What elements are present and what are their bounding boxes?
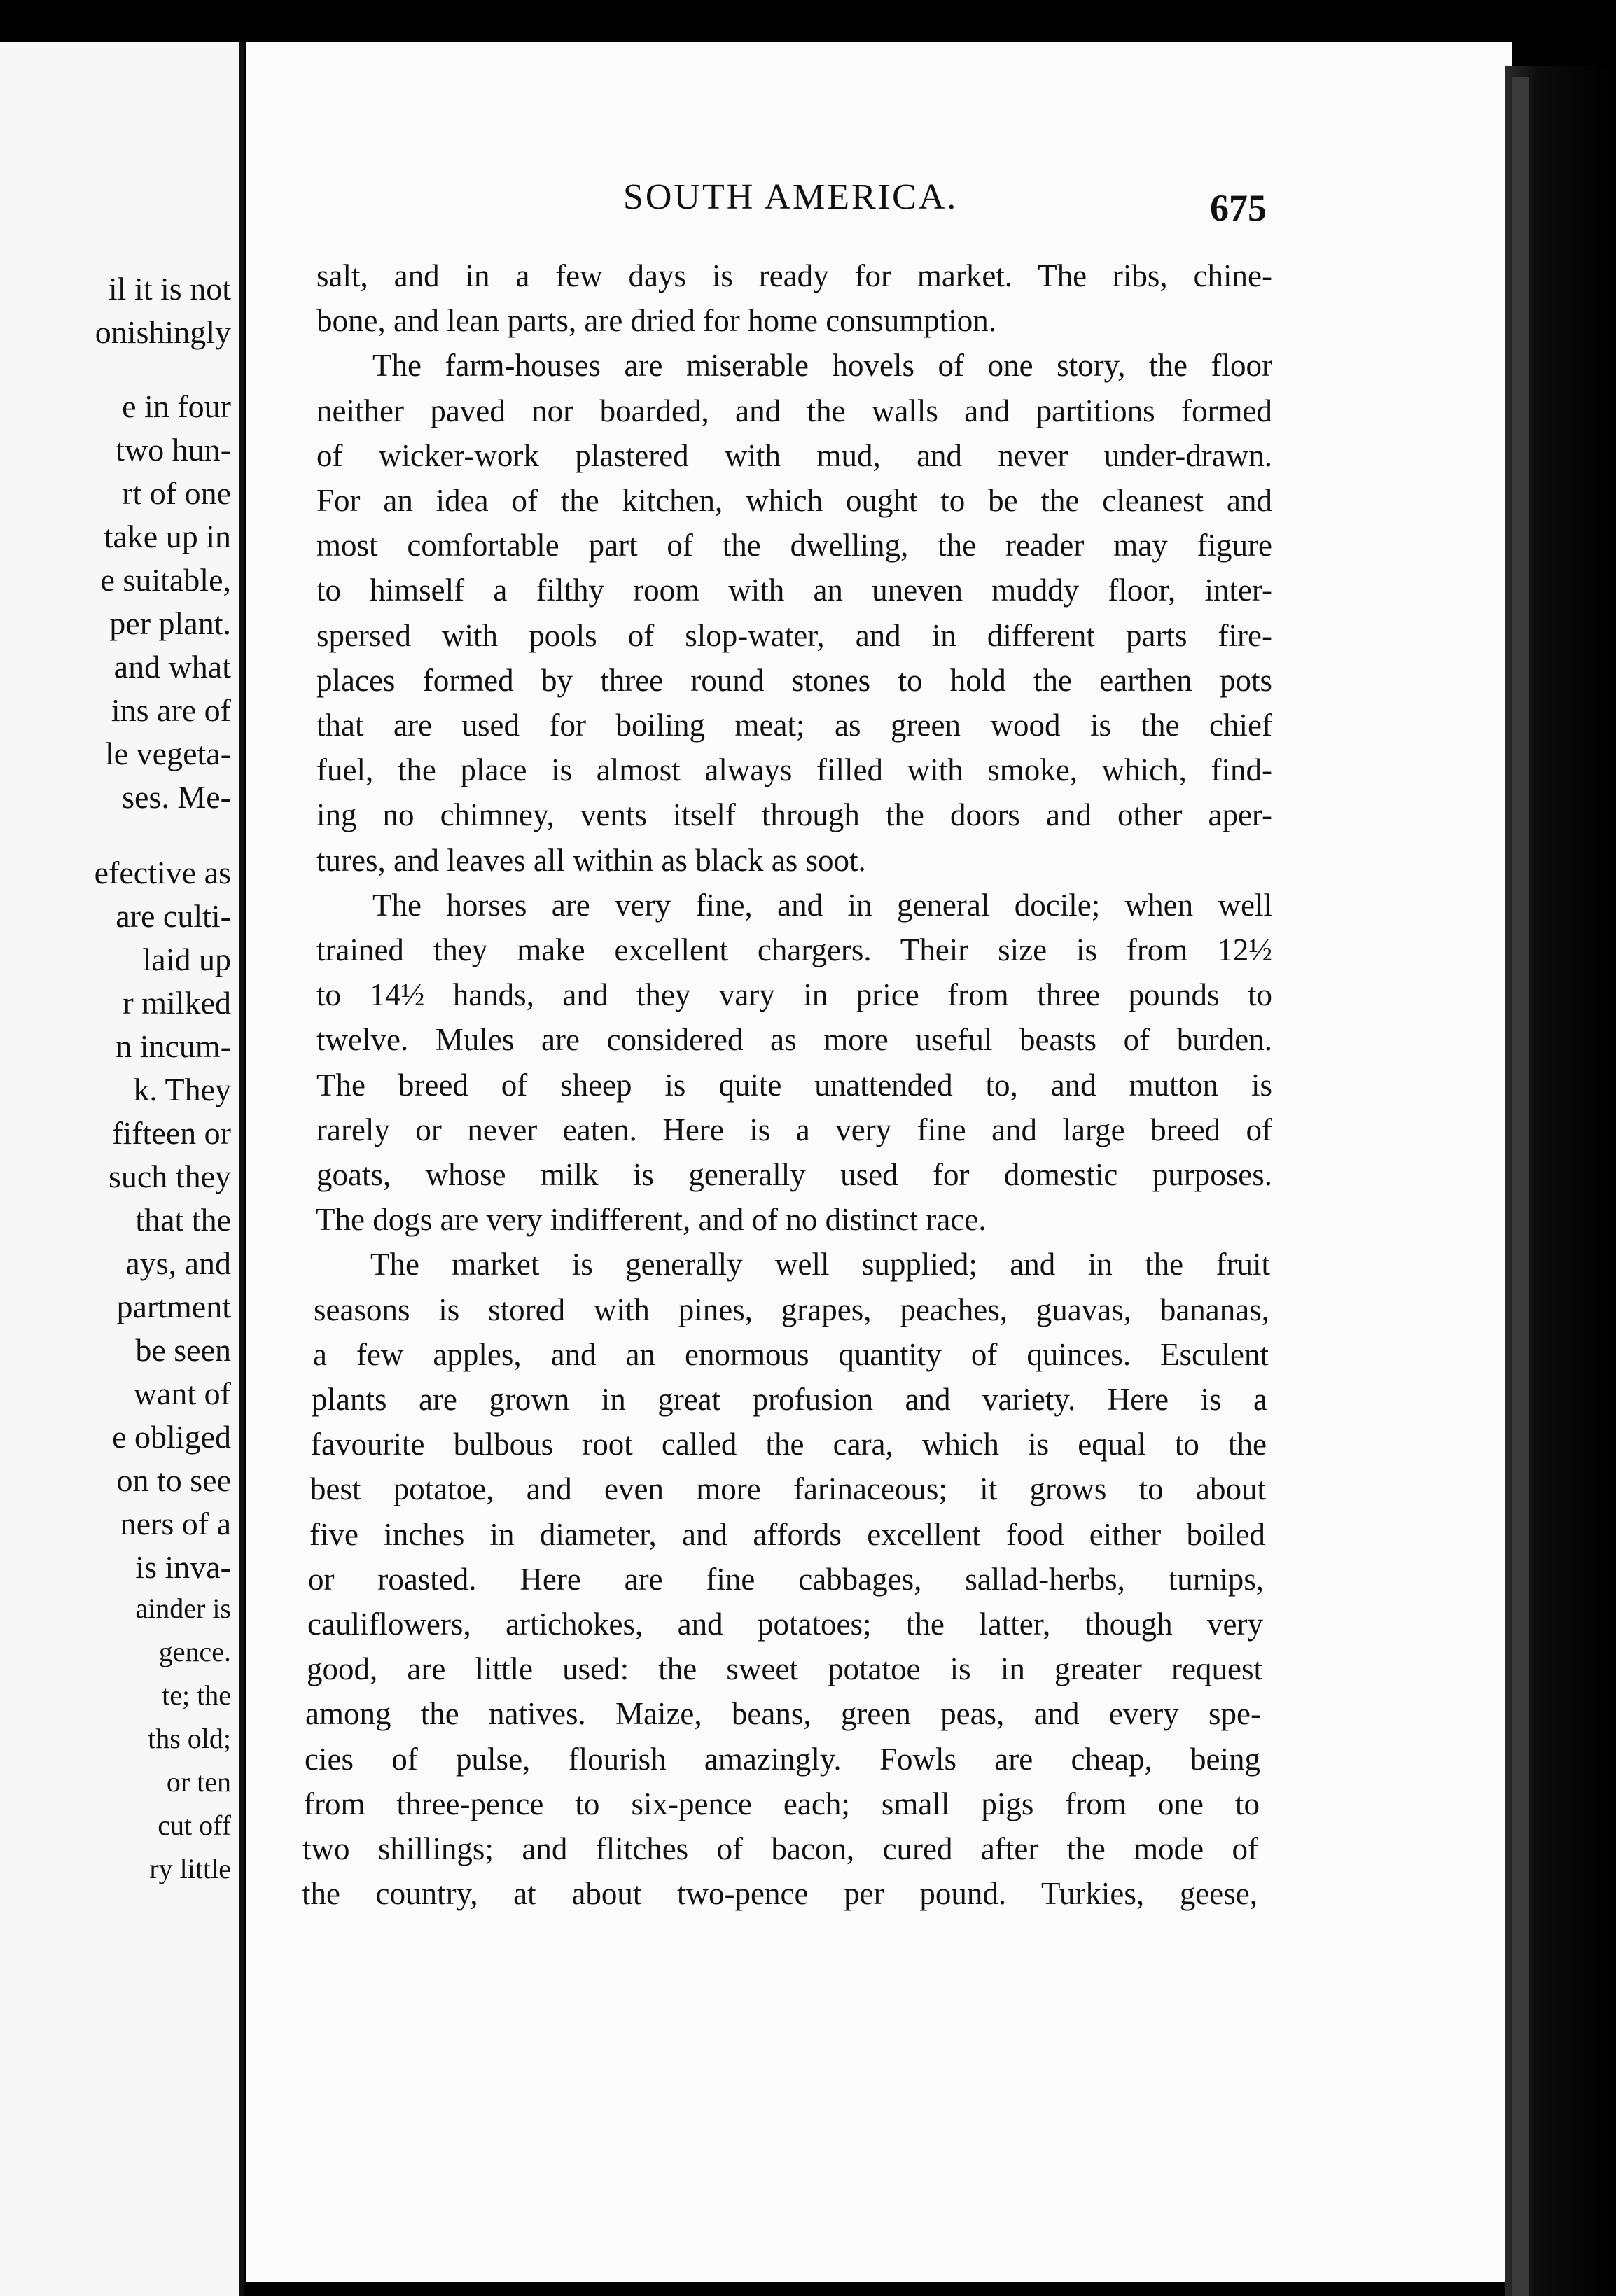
facing-page-line: fifteen or xyxy=(112,1115,231,1151)
facing-page-line: two hun- xyxy=(116,432,231,468)
text-line: fuel, the place is almost always filled with smoke, which, find- xyxy=(316,752,1272,788)
facing-page-line: or ten xyxy=(166,1766,231,1798)
text-line: the country, at about two-pence per pound. Turkies, geese, xyxy=(302,1876,1258,1911)
facing-page-line: laid up xyxy=(142,941,231,977)
text-line: The breed of sheep is quite unattended to, and mutton is xyxy=(316,1068,1272,1102)
text-line: twelve. Mules are considered as more useful beasts of burden. xyxy=(316,1022,1272,1057)
page-edge xyxy=(1512,77,1529,2296)
facing-page-line: le vegeta- xyxy=(104,736,231,771)
facing-page-line: are culti- xyxy=(116,898,231,934)
facing-page-line: want of xyxy=(133,1376,231,1411)
facing-page-line: il it is not xyxy=(108,271,231,307)
text-line: cies of pulse, flourish amazingly. Fowls are cheap, being xyxy=(305,1742,1260,1777)
facing-page-line: ry little xyxy=(149,1853,231,1884)
running-head: SOUTH AMERICA. xyxy=(623,177,959,217)
facing-page-line: e in four xyxy=(122,388,231,424)
text-line: from three-pence to six-pence each; small pigs from one to xyxy=(304,1786,1260,1821)
facing-page-line: k. They xyxy=(133,1072,231,1107)
text-line: salt, and in a few days is ready for market. The ribs, chine- xyxy=(316,258,1272,293)
text-line: five inches in diameter, and affords excellent food either boiled xyxy=(309,1517,1265,1552)
text-line: The farm-houses are miserable hovels of one story, the floor xyxy=(372,348,1272,383)
text-line: The dogs are very indifferent, and of no distinct race. xyxy=(316,1202,987,1237)
facing-page-line: on to see xyxy=(116,1462,231,1498)
text-line: For an idea of the kitchen, which ought to be the cleanest and xyxy=(316,483,1272,518)
facing-page-line: partment xyxy=(116,1289,231,1324)
text-line: places formed by three round stones to hold the earthen pots xyxy=(316,663,1272,698)
text-line: seasons is stored with pines, grapes, peaches, guavas, bananas, xyxy=(314,1292,1269,1327)
text-line: bone, and lean parts, are dried for home consumption. xyxy=(316,303,996,338)
text-line: The horses are very fine, and in general docile; when well xyxy=(372,888,1272,923)
text-line: best potatoe, and even more farinaceous; it grows to about xyxy=(310,1471,1266,1506)
text-line: rarely or never eaten. Here is a very fine and large breed of xyxy=(316,1112,1272,1147)
facing-page-line: gence. xyxy=(158,1636,231,1667)
text-line: plants are grown in great profusion and variety. Here is a xyxy=(312,1382,1267,1417)
facing-page-line: ins are of xyxy=(111,692,231,728)
text-line: The market is generally well supplied; and in the fruit xyxy=(370,1247,1270,1282)
facing-page-line: be seen xyxy=(135,1332,231,1368)
text-line: trained they make excellent chargers. Their size is from 12½ xyxy=(316,932,1272,967)
facing-page-line: cut off xyxy=(158,1809,231,1841)
facing-page-line: ays, and xyxy=(125,1245,231,1281)
text-line: goats, whose milk is generally used for domestic purposes. xyxy=(316,1157,1272,1192)
facing-page-line: take up in xyxy=(104,519,231,554)
facing-page-line: r milked xyxy=(123,985,231,1021)
text-line: to 14½ hands, and they vary in price from three pounds to xyxy=(316,977,1272,1012)
text-line: good, are little used: the sweet potatoe is in greater request xyxy=(307,1651,1262,1686)
text-line: neither paved nor boarded, and the walls and partitions formed xyxy=(316,393,1272,428)
text-line: among the natives. Maize, beans, green peas, and every spe- xyxy=(305,1696,1261,1731)
facing-page-line: is inva- xyxy=(135,1549,231,1585)
facing-page-line: ses. Me- xyxy=(122,779,231,815)
facing-page-line: ainder is xyxy=(135,1592,231,1624)
text-line: of wicker-work plastered with mud, and never under-drawn. xyxy=(316,438,1272,473)
facing-page-line: efective as xyxy=(94,855,231,890)
text-line: or roasted. Here are fine cabbages, sallad-herbs, turnips, xyxy=(308,1562,1264,1597)
text-line: most comfortable part of the dwelling, the reader may figure xyxy=(316,528,1272,563)
text-line: a few apples, and an enormous quantity of quinces. Esculent xyxy=(313,1337,1269,1372)
text-line: spersed with pools of slop-water, and in different parts fire- xyxy=(316,618,1272,653)
facing-page-line: ners of a xyxy=(120,1506,231,1541)
page-number: 675 xyxy=(1210,187,1267,229)
facing-page-line: e obliged xyxy=(112,1419,231,1455)
text-line: cauliflowers, artichokes, and potatoes; the latter, though very xyxy=(307,1606,1263,1642)
facing-page-line: ths old; xyxy=(148,1723,231,1754)
facing-page-line: onishingly xyxy=(95,314,231,350)
text-line: tures, and leaves all within as black as soot. xyxy=(316,843,866,878)
facing-page-line: that the xyxy=(135,1202,231,1238)
facing-page-line: and what xyxy=(113,649,231,685)
facing-page-line: e suitable, xyxy=(100,562,231,598)
text-line: favourite bulbous root called the cara, which is equal to the xyxy=(311,1427,1267,1462)
facing-page-line: te; the xyxy=(162,1679,231,1711)
facing-page-left xyxy=(0,42,244,2296)
text-line: to himself a filthy room with an uneven muddy floor, inter- xyxy=(316,573,1272,608)
facing-page-line: rt of one xyxy=(122,475,231,511)
text-line: two shillings; and flitches of bacon, cured after the mode of xyxy=(302,1831,1258,1866)
facing-page-line: per plant. xyxy=(109,606,231,641)
text-line: ing no chimney, vents itself through the doors and other aper- xyxy=(316,797,1272,832)
facing-page-line: n incum- xyxy=(116,1028,231,1064)
text-line: that are used for boiling meat; as green wood is the chief xyxy=(316,708,1272,743)
facing-page-line: such they xyxy=(108,1158,231,1194)
